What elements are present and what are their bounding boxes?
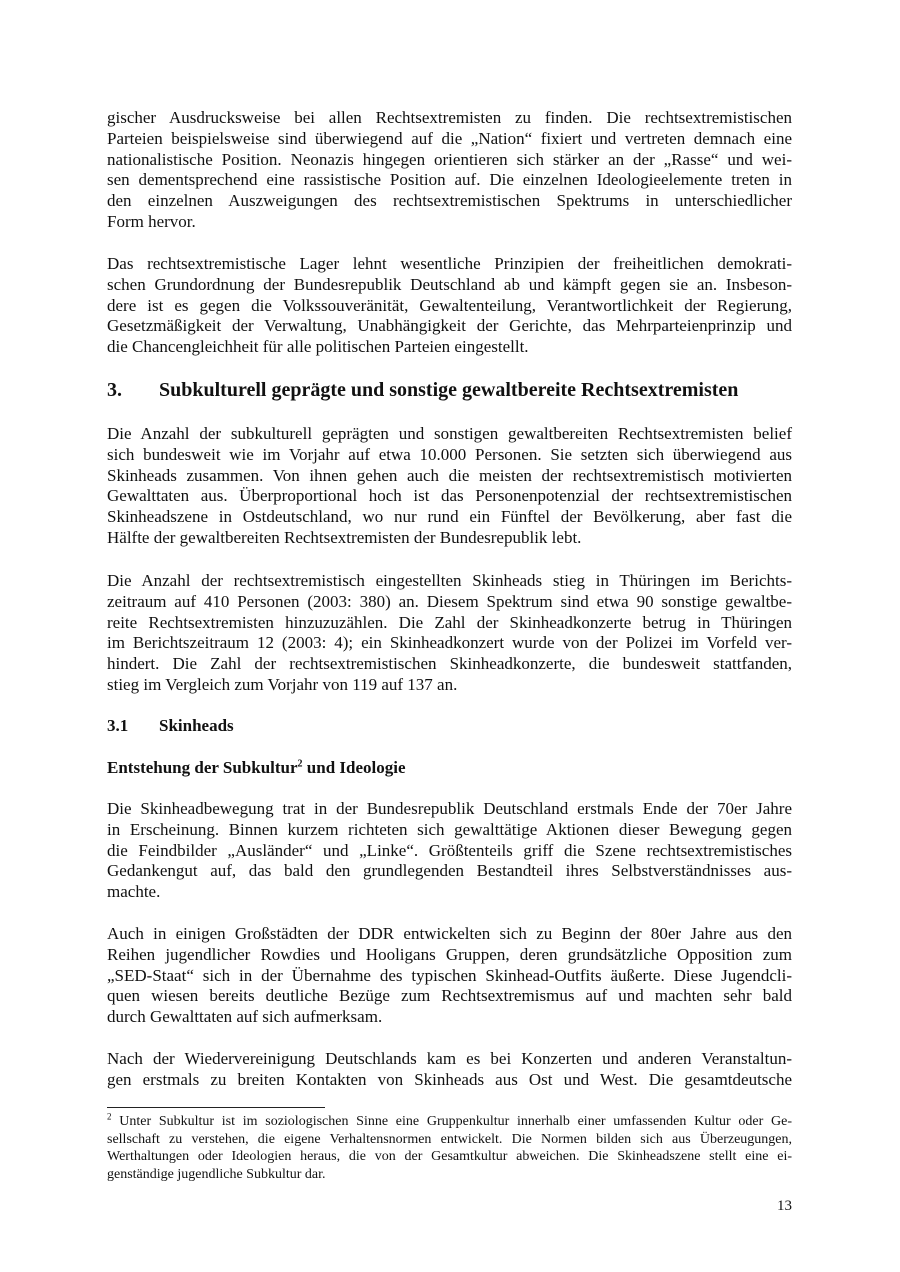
paragraph-subculture-count	[107, 424, 792, 549]
text-line: sich bundesweit wie im Vorjahr auf etwa 10.000 Personen. Sie setzten sich überwiegend aus	[107, 444, 792, 464]
page-number: 13	[777, 1198, 792, 1214]
text-line: gischer Ausdrucksweise bei allen Rechtsextremisten zu finden. Die rechtsextremistischen	[107, 108, 792, 127]
text-line: Form hervor.	[107, 211, 196, 231]
text-line: die Feindbilder „Ausländer“ und „Linke“. Größtenteils griff die Szene rechtsextremistisches	[107, 840, 792, 860]
text-line: Die Skinheadbewegung trat in der Bundesrepublik Deutschland erstmals Ende der 70er Jahre	[107, 799, 792, 818]
text-line: nationalistische Position. Neonazis hingegen orientieren sich stärker an der „Rasse“ und wei-	[107, 149, 792, 169]
text-line: Nach der Wiedervereinigung Deutschlands kam es bei Konzerten und anderen Veranstaltun-	[107, 1049, 792, 1068]
section-heading-3-1	[107, 715, 234, 737]
text-line: „SED-Staat“ sich in der Übernahme des typischen Skinhead-Outfits äußerte. Diese Jugendcli-	[107, 965, 792, 985]
footnote-line: sellschaft zu verstehen, die eigene Verhaltensnormen entwickelt. Die Normen bilden sich aus Überzeugungen,	[107, 1131, 792, 1147]
text-line: zeitraum auf 410 Personen (2003: 380) an. Diesem Spektrum sind etwa 90 sonstige gewaltbe-	[107, 591, 792, 611]
paragraph-ddr	[107, 924, 792, 1028]
footnote-separator	[107, 1107, 325, 1108]
text-line: gen erstmals zu breiten Kontakten von Skinheads aus Ost und West. Die gesamtdeutsche	[107, 1069, 792, 1089]
text-line: Gedankengut auf, das bald den grundlegenden Bestandteil ihres Selbstverständnisses aus-	[107, 861, 792, 881]
text-line: dere ist es gegen die Volkssouveränität, Gewaltenteilung, Verantwortlichkeit der Regierung,	[107, 295, 792, 315]
subheading-text: und Ideologie	[302, 758, 406, 777]
text-line: Parteien beispielsweise sind überwiegend auf die „Nation“ fixiert und vertreten demnach eine	[107, 128, 792, 148]
footnote-text: Unter Subkultur ist im soziologischen Sinne eine Gruppenkultur innerhalb einer umfassenden Kultur oder Ge-	[111, 1114, 792, 1129]
paragraph-reunification	[107, 1049, 792, 1091]
text-line: Hälfte der gewaltbereiten Rechtsextremisten der Bundesrepublik lebt.	[107, 527, 582, 547]
text-line: Reihen jugendlicher Rowdies und Hooligans Gruppen, deren grundsätzliche Opposition zum	[107, 944, 792, 964]
footnote	[107, 1113, 792, 1183]
text-line: Skinheadszene in Ostdeutschland, wo nur rund ein Fünftel der Bevölkerung, aber fast die	[107, 507, 792, 527]
text-line: im Berichtszeitraum 12 (2003: 4); ein Skinheadkonzert wurde von der Polizei im Vorfeld ver-	[107, 633, 792, 653]
text-line: Gewalttaten aus. Überproportional hoch ist das Personenpotenzial der rechtsextremistischen	[107, 486, 792, 506]
text-line: Die Anzahl der rechtsextremistisch eingestellten Skinheads stieg in Thüringen im Berichts-	[107, 571, 792, 590]
section-title: Skinheads	[159, 716, 234, 735]
text-line: Skinheads zusammen. Von ihnen gehen auch die meisten der rechtsextremistisch motivierten	[107, 465, 792, 485]
section-number: 3.1	[107, 716, 129, 735]
footnote-reference[interactable]: 2	[297, 758, 303, 770]
subheading-origin	[107, 757, 406, 779]
text-line: Auch in einigen Großstädten der DDR entwickelten sich zu Beginn der 80er Jahre aus den	[107, 924, 792, 943]
subheading-text: Entstehung der Subkultur	[107, 758, 298, 777]
text-line: in Erscheinung. Binnen kurzem richteten sich gewalttätige Aktionen dieser Bewegung gegen	[107, 819, 792, 839]
text-line: quen wiesen bereits deutliche Bezüge zum Rechtsextremismus auf und machten sehr bald	[107, 986, 792, 1006]
text-line: schen Grundordnung der Bundesrepublik Deutschland ab und kämpft gegen sie an. Insbeson-	[107, 274, 792, 294]
text-line: den einzelnen Auszweigungen des rechtsextremistischen Spektrums in unterschiedlicher	[107, 191, 792, 211]
text-line: Die Anzahl der subkulturell geprägten und sonstigen gewaltbereiten Rechtsextremisten belief	[107, 424, 792, 443]
footnote-line: genständige jugendliche Subkultur dar.	[107, 1166, 326, 1182]
paragraph-democracy	[107, 254, 792, 358]
text-line: die Chancengleichheit für alle politischen Parteien eingestellt.	[107, 337, 529, 357]
footnote-line: Werthaltungen oder Ideologien heraus, die von der Gesamtkultur abweichen. Die Skinheadszene stellt eine ei-	[107, 1149, 792, 1164]
text-line: hindert. Die Zahl der rechtsextremistischen Skinheadkonzerte, die bundesweit stattfanden,	[107, 654, 792, 674]
paragraph-thuringia-stats	[107, 571, 792, 696]
paragraph-skinhead-origin	[107, 799, 792, 903]
text-line: machte.	[107, 882, 161, 902]
section-number: 3.	[107, 379, 122, 401]
section-heading-3	[107, 377, 738, 403]
text-line: Das rechtsextremistische Lager lehnt wesentliche Prinzipien der freiheitlichen demokrati-	[107, 254, 792, 273]
text-line: Gesetzmäßigkeit der Verwaltung, Unabhängigkeit der Gerichte, das Mehrparteienprinzip und	[107, 316, 792, 336]
text-line: reite Rechtsextremisten hinzuzuzählen. Die Zahl der Skinheadkonzerte betrug in Thüringen	[107, 612, 792, 632]
section-title: Subkulturell geprägte und sonstige gewaltbereite Rechtsextremisten	[159, 379, 739, 401]
text-line: durch Gewalttaten auf sich aufmerksam.	[107, 1007, 383, 1027]
footnote-marker: 2	[107, 1111, 112, 1122]
footnote-line	[107, 1113, 792, 1131]
text-line: sen dementsprechend eine rassistische Position auf. Die einzelnen Ideologieelemente treten in	[107, 170, 792, 190]
paragraph-ideology	[107, 108, 792, 233]
text-line: stieg im Vergleich zum Vorjahr von 119 auf 137 an.	[107, 674, 458, 694]
